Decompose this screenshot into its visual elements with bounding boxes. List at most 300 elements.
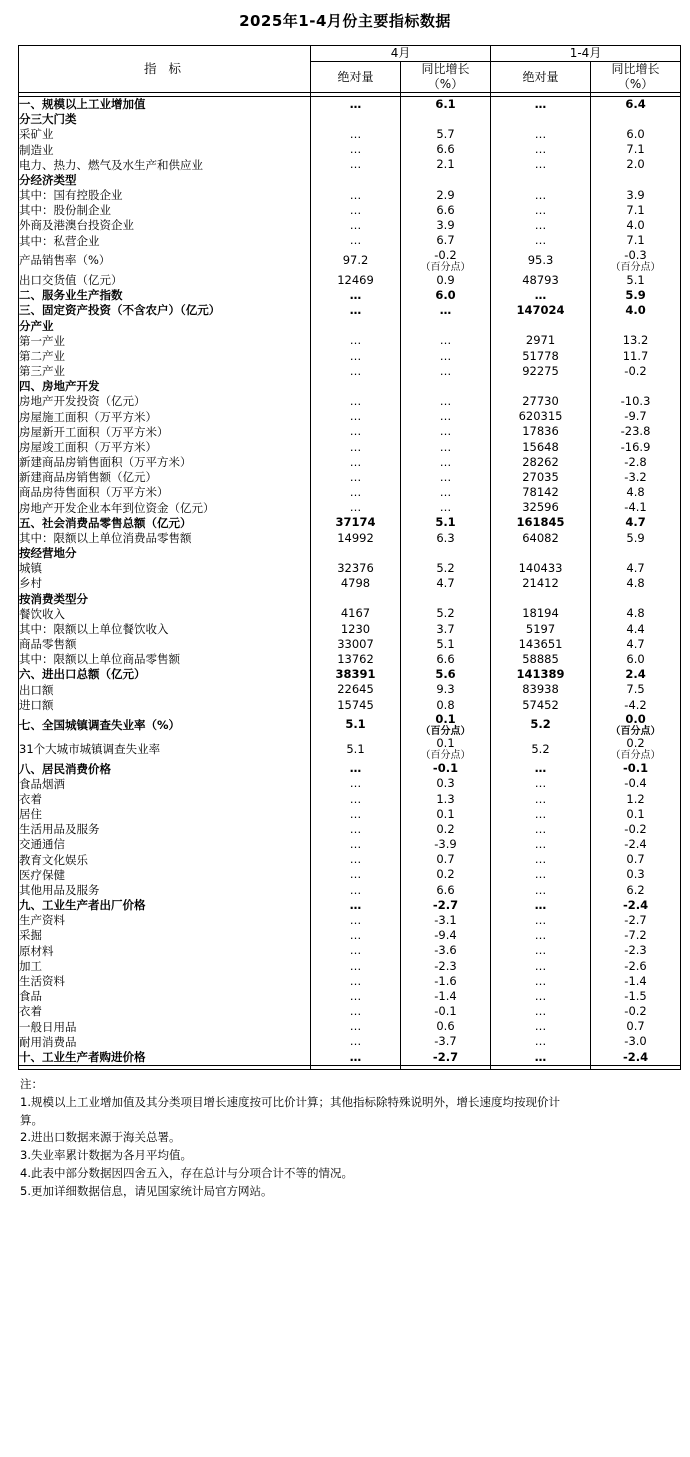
cell-value: -4.1: [624, 500, 647, 515]
table-row: [19, 667, 681, 682]
cell-value: 0.0: [625, 712, 646, 726]
cell-value: -3.9: [434, 837, 457, 852]
cell-value: …: [534, 821, 547, 836]
cell-value: 15648: [522, 439, 559, 454]
cell-cumulative-absolute: [491, 531, 591, 546]
cell-cumulative-absolute: [491, 1050, 591, 1066]
cell-value: 92275: [522, 363, 559, 378]
table-row: [19, 883, 681, 898]
table-row: [19, 622, 681, 637]
cell-cumulative-yoy: [591, 592, 681, 607]
cell-value: …: [349, 1049, 362, 1064]
header-cum-yoy: [591, 62, 681, 93]
cell-month-yoy: [401, 112, 491, 127]
row-label: 采掘: [19, 928, 311, 943]
cell-cumulative-yoy: [591, 203, 681, 218]
row-label: 九、工业生产者出厂价格: [19, 898, 311, 913]
cell-value: 6.6: [436, 652, 455, 666]
cell-value: 5.1: [435, 515, 456, 530]
cell-month-yoy: [401, 334, 491, 349]
row-label: 二、服务业生产指数: [19, 288, 311, 303]
cell-month-yoy: [401, 974, 491, 989]
cell-value: …: [439, 394, 452, 409]
cell-value: 7.1: [626, 233, 645, 248]
cell-cumulative-yoy: [591, 249, 681, 273]
cell-month-absolute: [311, 807, 401, 822]
cell-month-yoy: [401, 576, 491, 591]
table-bottom-border: [19, 1066, 681, 1070]
cell-value: …: [349, 157, 362, 172]
cell-value: 6.7: [436, 233, 455, 248]
cell-value: 95.3: [527, 252, 554, 267]
cell-cumulative-yoy: [591, 928, 681, 943]
cell-value: …: [349, 96, 362, 111]
row-label: 其中：国有控股企业: [19, 188, 311, 203]
cell-month-absolute: [311, 822, 401, 837]
main-indicators-table: [18, 45, 681, 1070]
cell-value: …: [534, 806, 547, 821]
table-row: [19, 516, 681, 531]
row-label: 原材料: [19, 944, 311, 959]
cell-month-absolute: [311, 531, 401, 546]
table-row: [19, 822, 681, 837]
header-month-yoy-text: 同比增长: [421, 62, 470, 76]
cell-value: …: [534, 958, 547, 973]
cell-month-yoy: [401, 853, 491, 868]
cell-cumulative-yoy: [591, 440, 681, 455]
cell-month-absolute: [311, 97, 401, 113]
table-row: [19, 792, 681, 807]
cell-value: -2.4: [622, 897, 649, 912]
row-label: 一、规模以上工业增加值: [19, 97, 311, 113]
cell-cumulative-absolute: [491, 807, 591, 822]
cell-value: 0.1: [435, 712, 456, 726]
cell-value: -10.3: [620, 394, 651, 409]
cell-value: 6.2: [626, 882, 645, 897]
cell-value: 4.0: [625, 303, 646, 318]
cell-value: 3.9: [436, 218, 455, 233]
cell-cumulative-yoy: [591, 143, 681, 158]
cell-value: 51778: [522, 348, 559, 363]
notes-list: [20, 1094, 672, 1201]
table-row: [19, 158, 681, 173]
cell-cumulative-yoy: [591, 762, 681, 777]
cell-month-absolute: [311, 883, 401, 898]
cell-month-absolute: [311, 425, 401, 440]
row-label: 乡村: [19, 576, 311, 591]
cell-value: …: [349, 1019, 362, 1034]
cell-cumulative-yoy: [591, 379, 681, 394]
cell-value: -3.0: [624, 1034, 647, 1049]
cell-month-absolute: [311, 637, 401, 652]
row-label: 第二产业: [19, 349, 311, 364]
cell-cumulative-absolute: [491, 762, 591, 777]
cell-value: 5.6: [435, 667, 456, 682]
cell-month-absolute: [311, 944, 401, 959]
cell-value: 7.1: [626, 202, 645, 217]
notes-title: 注：: [20, 1077, 43, 1092]
cell-value: 33007: [337, 636, 374, 651]
cell-month-yoy: [401, 349, 491, 364]
table-row: [19, 683, 681, 698]
note-item: 5.更加详细数据信息，请见国家统计局官方网站。: [20, 1183, 273, 1198]
cell-value: 78142: [522, 485, 559, 500]
cell-cumulative-absolute: [491, 853, 591, 868]
cell-value: …: [439, 485, 452, 500]
table-row: [19, 234, 681, 249]
cell-value: …: [439, 469, 452, 484]
cell-cumulative-absolute: [491, 425, 591, 440]
cell-cumulative-absolute: [491, 440, 591, 455]
cell-cumulative-absolute: [491, 127, 591, 142]
row-label: 房屋新开工面积（万平方米）: [19, 425, 311, 440]
cell-cumulative-yoy: [591, 944, 681, 959]
cell-cumulative-yoy: [591, 898, 681, 913]
cell-cumulative-absolute: [491, 173, 591, 188]
cell-month-yoy: [401, 158, 491, 173]
cell-month-absolute: [311, 592, 401, 607]
cell-value: -3.7: [434, 1034, 457, 1049]
cell-month-absolute: [311, 683, 401, 698]
cell-value: 2.9: [436, 187, 455, 202]
cell-month-absolute: [311, 698, 401, 713]
row-label: 交通通信: [19, 837, 311, 852]
cell-value: …: [534, 187, 547, 202]
cell-value: …: [534, 988, 547, 1003]
table-row: [19, 319, 681, 334]
cell-unit-note: （百分点）: [420, 725, 471, 737]
cell-month-absolute: [311, 1004, 401, 1019]
table-row: [19, 97, 681, 113]
cell-cumulative-absolute: [491, 607, 591, 622]
row-label: 十、工业生产者购进价格: [19, 1050, 311, 1066]
row-label: 四、房地产开发: [19, 379, 311, 394]
table-row: [19, 1020, 681, 1035]
table-row: [19, 944, 681, 959]
cell-cumulative-absolute: [491, 143, 591, 158]
row-label: 房屋竣工面积（万平方米）: [19, 440, 311, 455]
table-row: [19, 607, 681, 622]
cell-month-yoy: [401, 637, 491, 652]
row-label: 衣着: [19, 792, 311, 807]
cell-value: 13.2: [622, 333, 649, 348]
cell-cumulative-absolute: [491, 410, 591, 425]
row-label: 房屋施工面积（万平方米）: [19, 410, 311, 425]
cell-month-yoy: [401, 188, 491, 203]
row-label: 五、社会消费品零售总额（亿元）: [19, 516, 311, 531]
row-label: 商品房待售面积（万平方米）: [19, 485, 311, 500]
cell-month-absolute: [311, 334, 401, 349]
cell-value: …: [439, 303, 452, 318]
cell-month-yoy: [401, 394, 491, 409]
cell-value: …: [349, 424, 362, 439]
cell-month-yoy: [401, 1004, 491, 1019]
table-row: [19, 288, 681, 303]
cell-month-absolute: [311, 188, 401, 203]
cell-value: -2.4: [622, 1049, 649, 1064]
cell-value: 2971: [525, 333, 556, 348]
cell-value: …: [439, 424, 452, 439]
cell-month-yoy: [401, 364, 491, 379]
cell-cumulative-absolute: [491, 1004, 591, 1019]
cell-cumulative-absolute: [491, 622, 591, 637]
cell-month-absolute: [311, 440, 401, 455]
cell-value: …: [534, 867, 547, 882]
table-row: [19, 425, 681, 440]
row-label: 医疗保健: [19, 868, 311, 883]
cell-value: 5.9: [625, 287, 646, 302]
cell-cumulative-yoy: [591, 822, 681, 837]
cell-cumulative-yoy: [591, 652, 681, 667]
cell-cumulative-yoy: [591, 667, 681, 682]
table-row: [19, 777, 681, 792]
row-label: 教育文化娱乐: [19, 853, 311, 868]
cell-cumulative-absolute: [491, 928, 591, 943]
cell-value: 18194: [522, 606, 559, 621]
cell-value: 4.7: [625, 515, 646, 530]
row-label: 产品销售率（%）: [19, 249, 311, 273]
cell-cumulative-absolute: [491, 364, 591, 379]
cell-value: -1.6: [434, 973, 457, 988]
cell-value: 0.3: [436, 776, 455, 791]
row-label: 第一产业: [19, 334, 311, 349]
cell-cumulative-yoy: [591, 112, 681, 127]
cell-value: 97.2: [342, 252, 369, 267]
cell-value: …: [349, 127, 362, 142]
cell-cumulative-absolute: [491, 303, 591, 318]
cell-month-absolute: [311, 777, 401, 792]
cell-month-absolute: [311, 319, 401, 334]
cell-month-absolute: [311, 868, 401, 883]
cell-month-yoy: [401, 607, 491, 622]
cell-month-yoy: [401, 868, 491, 883]
row-label: 其中：私营企业: [19, 234, 311, 249]
cell-value: 0.2: [436, 867, 455, 882]
cell-cumulative-absolute: [491, 868, 591, 883]
table-row: [19, 394, 681, 409]
cell-month-yoy: [401, 561, 491, 576]
cell-value: …: [349, 761, 362, 776]
cell-value: …: [439, 454, 452, 469]
cell-cumulative-absolute: [491, 249, 591, 273]
row-label: 进口额: [19, 698, 311, 713]
cell-cumulative-yoy: [591, 959, 681, 974]
table-row: [19, 592, 681, 607]
row-label: 其中：股份制企业: [19, 203, 311, 218]
table-row: [19, 837, 681, 852]
cell-value: 5.1: [626, 272, 645, 287]
header-cum-yoy-unit: （%）: [617, 77, 654, 91]
cell-month-yoy: [401, 303, 491, 318]
cell-month-absolute: [311, 667, 401, 682]
cell-month-absolute: [311, 288, 401, 303]
header-group-month: 4月: [311, 46, 491, 62]
cell-cumulative-yoy: [591, 837, 681, 852]
cell-value: …: [349, 852, 362, 867]
table-row: [19, 173, 681, 188]
cell-value: 1.3: [436, 791, 455, 806]
cell-month-yoy: [401, 1050, 491, 1066]
table-row: [19, 898, 681, 913]
cell-month-absolute: [311, 218, 401, 233]
cell-value: …: [534, 973, 547, 988]
cell-cumulative-absolute: [491, 516, 591, 531]
cell-value: 5.7: [436, 127, 455, 142]
table-row: [19, 203, 681, 218]
cell-value: 0.1: [436, 806, 455, 821]
cell-cumulative-yoy: [591, 883, 681, 898]
row-label: 生活用品及服务: [19, 822, 311, 837]
cell-value: …: [534, 218, 547, 233]
cell-value: …: [534, 761, 547, 776]
cell-value: 5.2: [436, 560, 455, 575]
cell-cumulative-absolute: [491, 737, 591, 761]
cell-value: …: [349, 469, 362, 484]
cell-value: 2.1: [436, 157, 455, 172]
cell-value: …: [439, 409, 452, 424]
cell-month-absolute: [311, 576, 401, 591]
cell-month-absolute: [311, 546, 401, 561]
cell-cumulative-absolute: [491, 637, 591, 652]
cell-value: 4.7: [626, 636, 645, 651]
cell-cumulative-yoy: [591, 425, 681, 440]
cell-value: -0.2: [624, 821, 647, 836]
cell-month-yoy: [401, 273, 491, 288]
table-row: [19, 989, 681, 1004]
cell-cumulative-absolute: [491, 1035, 591, 1050]
cell-value: …: [349, 928, 362, 943]
cell-value: -2.4: [624, 837, 647, 852]
cell-value: 3.7: [436, 621, 455, 636]
cell-cumulative-yoy: [591, 698, 681, 713]
cell-value: 27730: [522, 394, 559, 409]
cell-cumulative-yoy: [591, 455, 681, 470]
cell-month-yoy: [401, 652, 491, 667]
row-label: 电力、热力、燃气及水生产和供应业: [19, 158, 311, 173]
cell-cumulative-absolute: [491, 319, 591, 334]
cell-month-absolute: [311, 173, 401, 188]
cell-month-yoy: [401, 501, 491, 516]
cell-value: 4167: [340, 606, 371, 621]
cell-unit-note: （百分点）: [420, 750, 471, 762]
cell-month-yoy: [401, 762, 491, 777]
cell-value: 0.2: [436, 821, 455, 836]
cell-cumulative-absolute: [491, 485, 591, 500]
cell-month-absolute: [311, 516, 401, 531]
cell-value: 143651: [518, 636, 563, 651]
cell-value: …: [349, 882, 362, 897]
row-label: 其中：限额以上单位消费品零售额: [19, 531, 311, 546]
cell-month-yoy: [401, 379, 491, 394]
table-row: [19, 698, 681, 713]
cell-value: …: [349, 454, 362, 469]
cell-cumulative-yoy: [591, 97, 681, 113]
cell-month-absolute: [311, 485, 401, 500]
cell-value: …: [534, 776, 547, 791]
table-row: [19, 470, 681, 485]
cell-cumulative-yoy: [591, 1050, 681, 1066]
cell-value: 38391: [335, 667, 376, 682]
cell-value: …: [439, 363, 452, 378]
cell-month-yoy: [401, 959, 491, 974]
cell-value: …: [349, 837, 362, 852]
row-label: 耐用消费品: [19, 1035, 311, 1050]
header-cum-yoy-text: 同比增长: [611, 62, 660, 76]
row-label: 分产业: [19, 319, 311, 334]
cell-value: 147024: [516, 303, 565, 318]
cell-value: …: [349, 142, 362, 157]
cell-value: …: [534, 882, 547, 897]
table-row: [19, 853, 681, 868]
cell-cumulative-yoy: [591, 531, 681, 546]
cell-cumulative-yoy: [591, 792, 681, 807]
cell-month-absolute: [311, 713, 401, 737]
cell-value: …: [534, 157, 547, 172]
cell-cumulative-absolute: [491, 652, 591, 667]
cell-value: -3.2: [624, 469, 647, 484]
cell-value: -2.7: [432, 897, 459, 912]
cell-cumulative-absolute: [491, 913, 591, 928]
cell-cumulative-absolute: [491, 188, 591, 203]
row-label: 一般日用品: [19, 1020, 311, 1035]
notes-block: [18, 1070, 672, 1211]
cell-value: -0.2: [434, 247, 457, 262]
cell-value: 6.4: [625, 96, 646, 111]
cell-value: 32596: [522, 500, 559, 515]
row-label: 分经济类型: [19, 173, 311, 188]
row-label: 商品零售额: [19, 637, 311, 652]
cell-month-absolute: [311, 974, 401, 989]
cell-cumulative-absolute: [491, 1020, 591, 1035]
cell-value: …: [534, 96, 547, 111]
row-label: 第三产业: [19, 364, 311, 379]
cell-cumulative-yoy: [591, 173, 681, 188]
cell-value: 6.6: [436, 882, 455, 897]
row-label: 分三大门类: [19, 112, 311, 127]
cell-cumulative-yoy: [591, 989, 681, 1004]
table-body: [19, 93, 681, 1070]
cell-value: …: [349, 394, 362, 409]
cell-month-absolute: [311, 249, 401, 273]
cell-value: …: [534, 142, 547, 157]
cell-cumulative-absolute: [491, 792, 591, 807]
cell-value: …: [439, 500, 452, 515]
cell-value: …: [534, 1034, 547, 1049]
table-row: [19, 440, 681, 455]
cell-value: 7.5: [626, 682, 645, 697]
table-row: [19, 974, 681, 989]
header-group-cumulative: 1-4月: [491, 46, 681, 62]
cell-value: 6.3: [436, 530, 455, 545]
cell-value: 4.7: [626, 560, 645, 575]
cell-value: …: [349, 303, 362, 318]
cell-value: …: [534, 202, 547, 217]
cell-value: …: [534, 127, 547, 142]
cell-month-absolute: [311, 394, 401, 409]
table-row: [19, 713, 681, 737]
cell-value: 1230: [340, 621, 371, 636]
cell-value: -2.8: [624, 454, 647, 469]
cell-month-absolute: [311, 1035, 401, 1050]
cell-value: …: [349, 913, 362, 927]
cell-month-absolute: [311, 913, 401, 928]
cell-cumulative-yoy: [591, 501, 681, 516]
row-label: 按经营地分: [19, 546, 311, 561]
cell-month-yoy: [401, 1020, 491, 1035]
cell-cumulative-absolute: [491, 667, 591, 682]
cell-month-yoy: [401, 737, 491, 761]
cell-value: 0.8: [436, 697, 455, 712]
